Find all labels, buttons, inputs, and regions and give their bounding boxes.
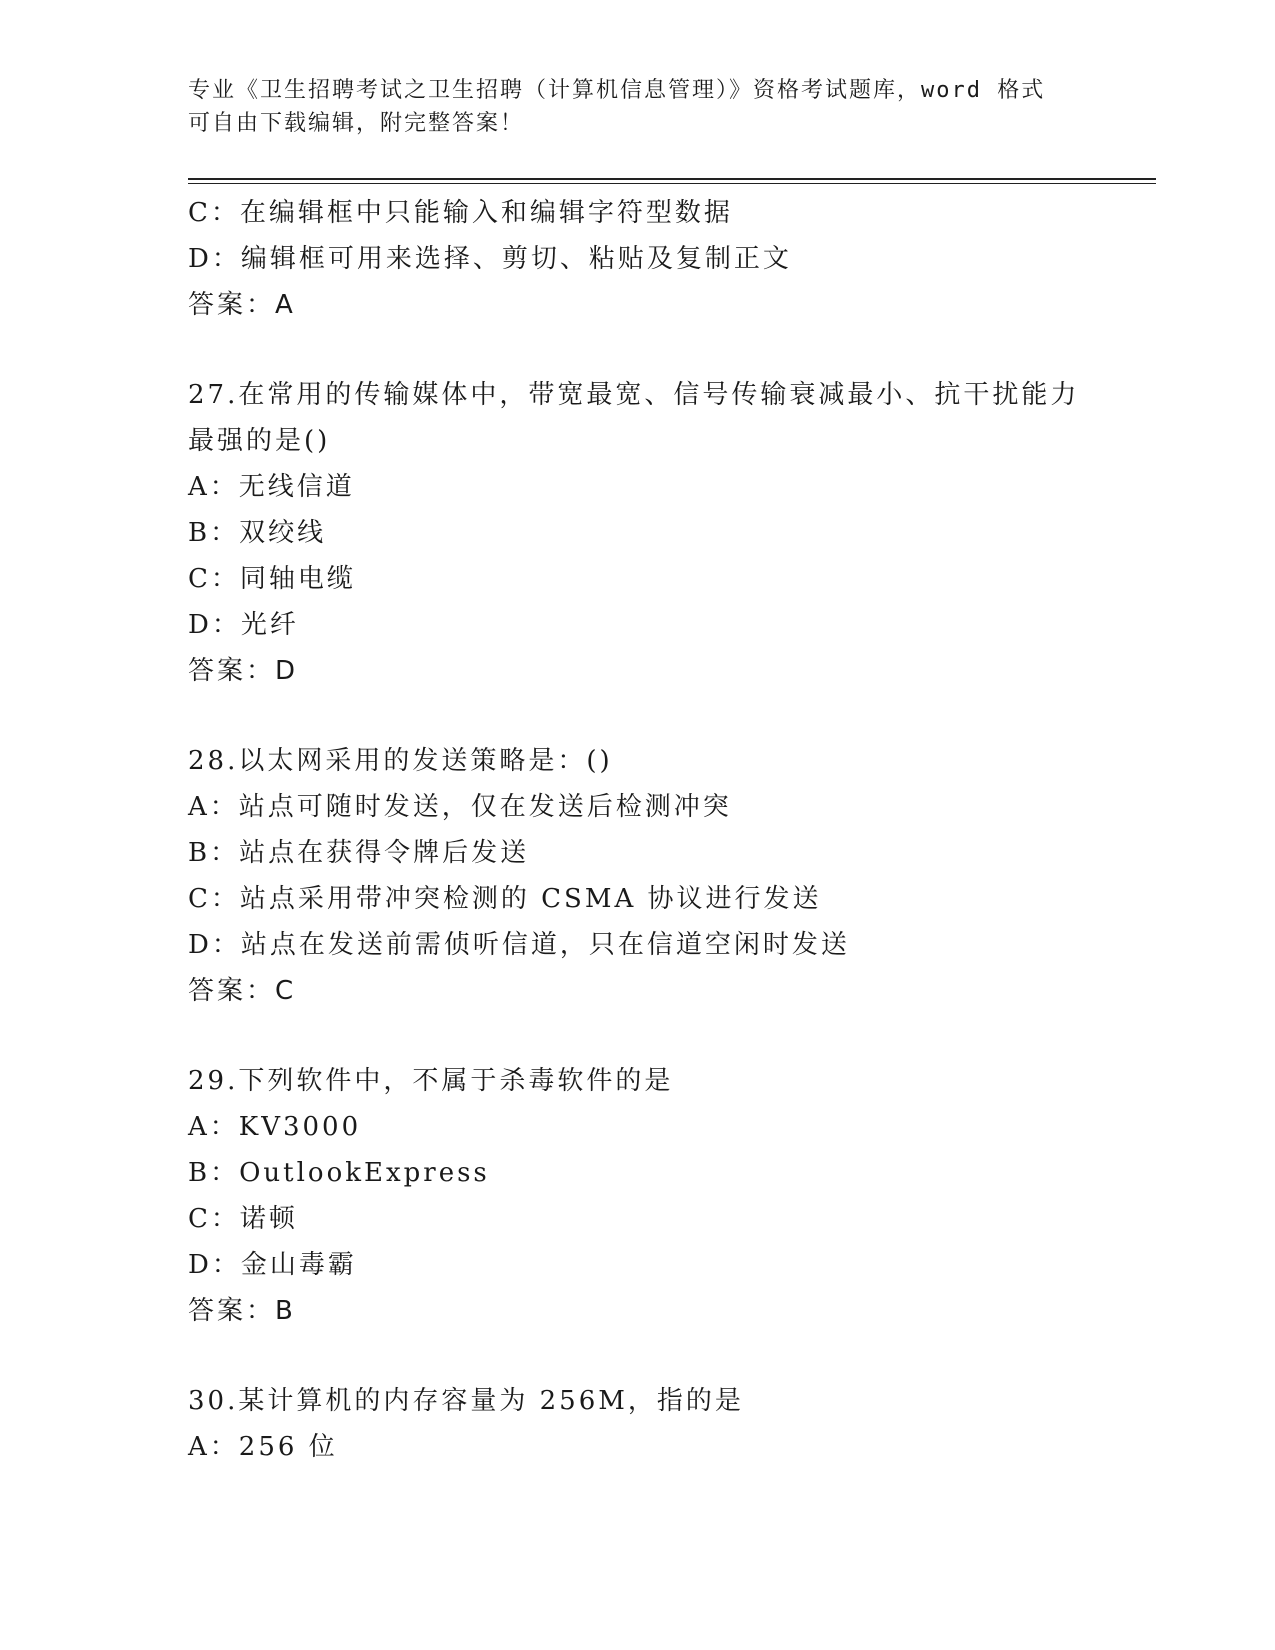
header-divider-thick [188,178,1156,180]
option-d: D：站点在发送前需侦听信道，只在信道空闲时发送 [188,930,850,960]
question-stem-cont: 最强的是() [188,426,331,456]
option-b: B：站点在获得令牌后发送 [188,838,530,868]
option-c: C：在编辑框中只能输入和编辑字符型数据 [188,198,733,228]
question-block-28 [188,738,1108,1014]
question-block-29 [188,1058,1108,1334]
option-b: B：双绞线 [188,518,327,548]
question-stem: 30.某计算机的内存容量为 256M，指的是 [188,1386,744,1416]
answer-label: 答案：A [188,290,296,320]
question-list [188,190,1108,1470]
option-c: C：同轴电缆 [188,564,356,594]
option-d: D：金山毒霸 [188,1250,357,1280]
question-block-30 [188,1378,1108,1470]
option-a: A：站点可随时发送，仅在发送后检测冲突 [188,792,732,822]
option-c: C：站点采用带冲突检测的 CSMA 协议进行发送 [188,884,822,914]
option-d: D：光纤 [188,610,299,640]
option-c: C：诺顿 [188,1204,298,1234]
question-block-26 [188,190,1108,328]
question-stem: 29.下列软件中，不属于杀毒软件的是 [188,1066,674,1096]
document-header [188,74,1088,140]
question-stem: 27.在常用的传输媒体中，带宽最宽、信号传输衰减最小、抗干扰能力 [188,380,1080,410]
answer-label: 答案：B [188,1296,296,1326]
answer-label: 答案：C [188,976,297,1006]
header-divider-thin [188,183,1156,184]
option-a: A：256 位 [188,1432,338,1462]
header-line-1: 专业《卫生招聘考试之卫生招聘（计算机信息管理）》资格考试题库，word 格式 [188,78,1046,103]
option-a: A：无线信道 [188,472,355,502]
question-block-27 [188,372,1108,694]
header-line-2: 可自由下载编辑，附完整答案！ [188,111,525,136]
question-stem: 28.以太网采用的发送策略是：() [188,746,613,776]
answer-label: 答案：D [188,656,299,686]
option-d: D：编辑框可用来选择、剪切、粘贴及复制正文 [188,244,792,274]
option-b: B：OutlookExpress [188,1158,490,1188]
option-a: A：KV3000 [188,1112,362,1142]
